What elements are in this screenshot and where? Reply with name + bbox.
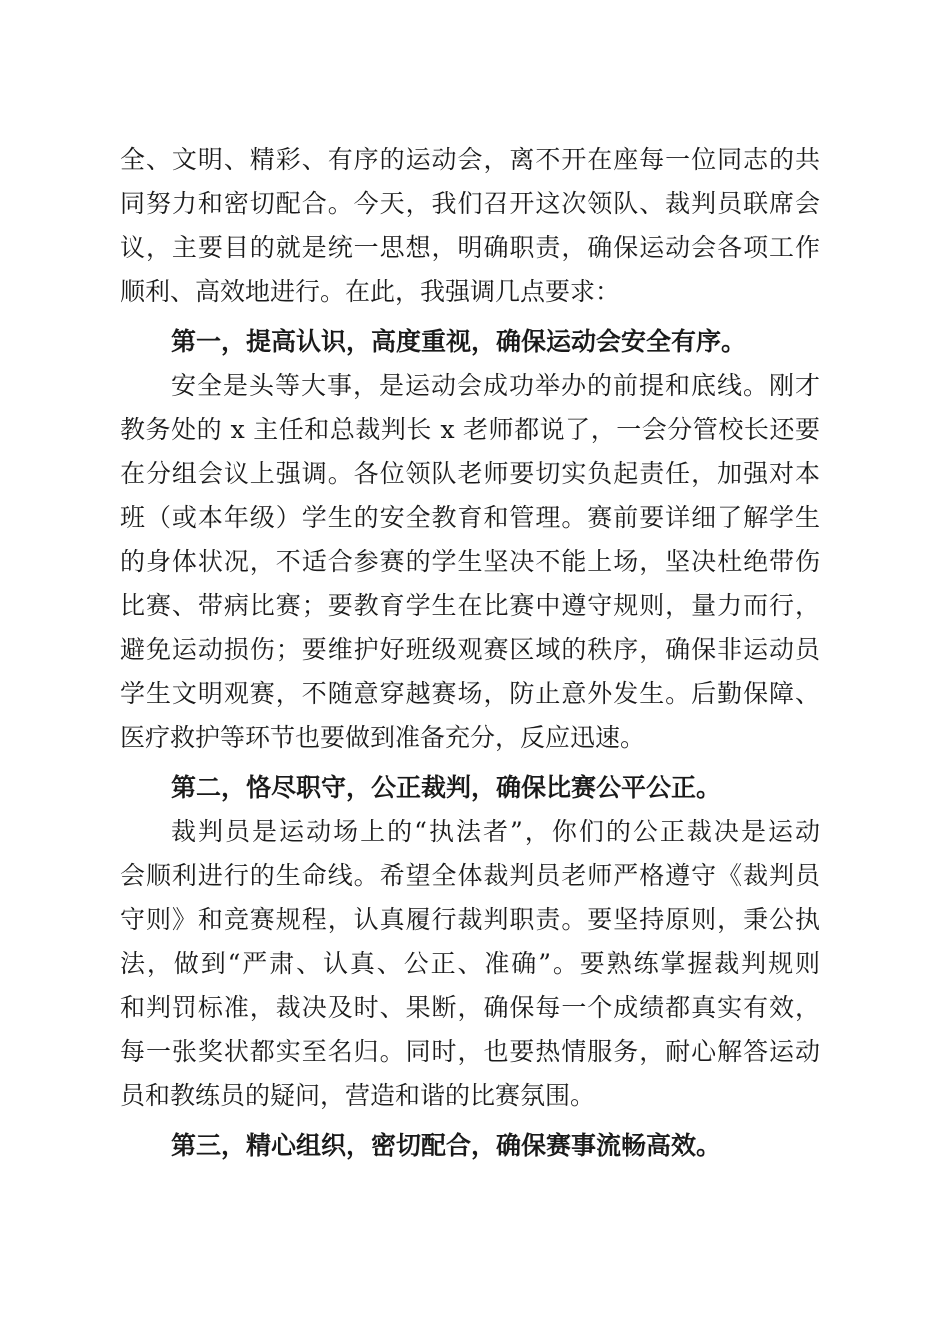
body-text-line: 和判罚标准，裁决及时、果断，确保每一个成绩都真实有效， [120,993,820,1022]
body-text-line: 比赛、带病比赛；要教育学生在比赛中遵守规则，量力而行， [120,591,820,620]
section-heading-1: 第一，提高认识，高度重视，确保运动会安全有序。 [171,327,747,356]
body-text-line: 员和教练员的疑问，营造和谐的比赛氛围。 [120,1081,596,1110]
body-text-line: 裁判员是运动场上的“执法者”，你们的公正裁决是运动 [171,817,820,846]
body-text-line: 法，做到“严肃、认真、公正、准确”。要熟练掌握裁判规则 [120,949,820,978]
body-text-line: 议，主要目的就是统一思想，明确职责，确保运动会各项工作 [120,233,820,262]
body-text-line: 在分组会议上强调。各位领队老师要切实负起责任，加强对本 [120,459,820,488]
body-text-line: 顺利、高效地进行。在此，我强调几点要求： [120,277,621,306]
body-text-line: 同努力和密切配合。今天，我们召开这次领队、裁判员联席会 [120,189,820,218]
section-heading-2: 第二，恪尽职守，公正裁判，确保比赛公平公正。 [171,773,722,802]
body-text-line: 的身体状况，不适合参赛的学生坚决不能上场，坚决杜绝带伤 [120,547,820,576]
body-text-line: 每一张奖状都实至名归。同时，也要热情服务，耐心解答运动 [120,1037,820,1066]
body-text-line: 安全是头等大事，是运动会成功举办的前提和底线。刚才 [171,371,820,400]
body-text-line: 全、文明、精彩、有序的运动会，离不开在座每一位同志的共 [120,145,820,174]
body-text-line: 会顺利进行的生命线。希望全体裁判员老师严格遵守《裁判员 [120,861,820,890]
body-text-line: 教务处的 x 主任和总裁判长 x 老师都说了，一会分管校长还要 [120,415,820,444]
body-text-line: 医疗救护等环节也要做到准备充分，反应迅速。 [120,723,646,752]
body-text-line: 避免运动损伤；要维护好班级观赛区域的秩序，确保非运动员 [120,635,820,664]
body-text-line: 班（或本年级）学生的安全教育和管理。赛前要详细了解学生 [120,503,820,532]
body-text-line: 守则》和竞赛规程，认真履行裁判职责。要坚持原则，秉公执 [120,905,820,934]
section-heading-3: 第三，精心组织，密切配合，确保赛事流畅高效。 [171,1131,722,1160]
body-text-line: 学生文明观赛，不随意穿越赛场，防止意外发生。后勤保障、 [120,679,820,708]
